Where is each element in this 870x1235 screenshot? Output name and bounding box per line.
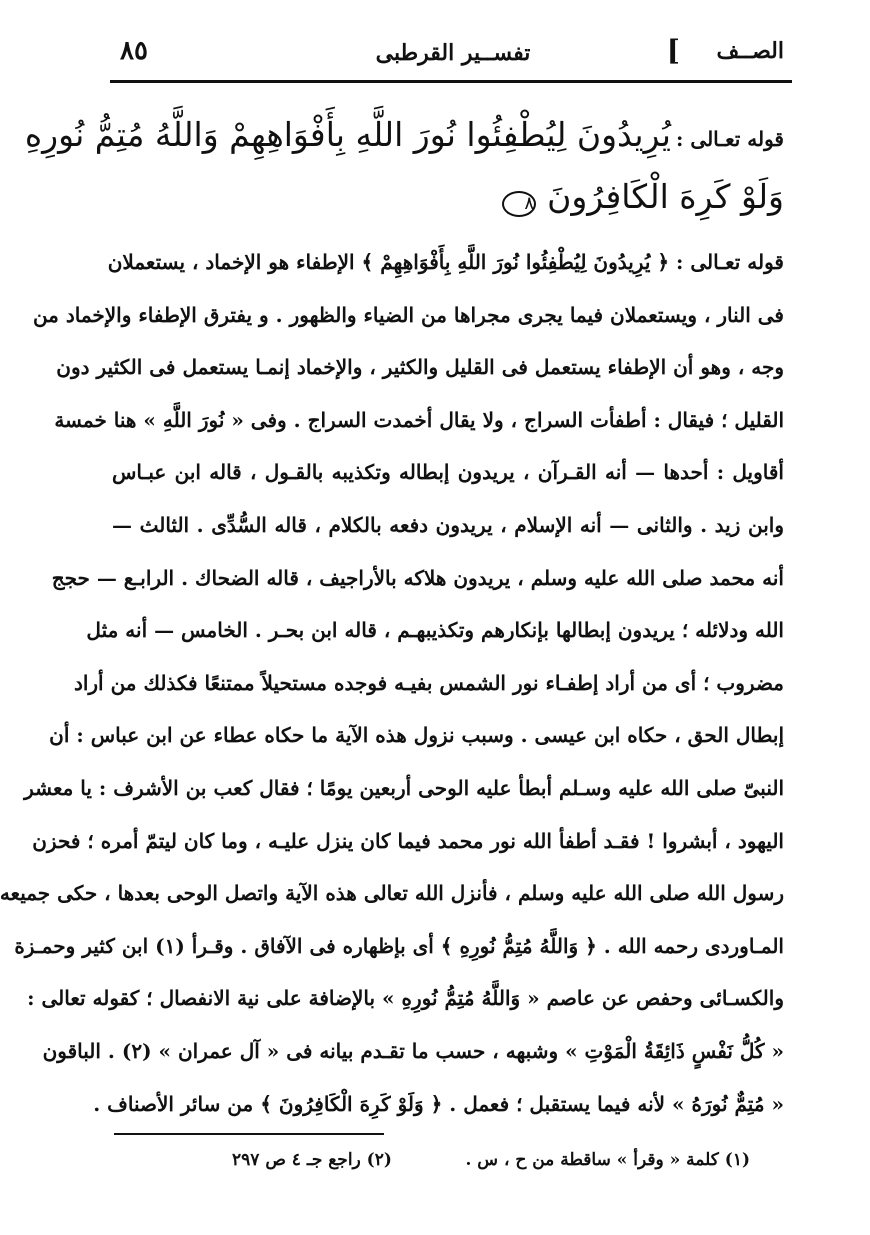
text-line: وابن زيد . والثانى — أنه الإسلام ، يريدون دفعه بالكلام ، قاله السُّدِّى . الثالث — [112, 512, 784, 537]
text-line: فى النار ، ويستعملان فيما يجرى مجراها من الضياء والظهور . و يفترق الإطفاء والإخماد من [32, 302, 784, 327]
text-line: الله ودلائله ؛ يريدون إبطالها بإنكارهم وتكذيبهـم ، قاله ابن بحـر . الخامس — أنه مثل [86, 618, 784, 643]
header-divider [110, 80, 792, 83]
text-line: « مُتِمٌّ نُورَهُ » لأنه فيما يستقبل ؛ فعمل . ﴿ وَلَوْ كَرِهَ الْكَافِرُونَ ﴾ من سائر الأصناف . [93, 1091, 784, 1116]
page-number: ٨٥ [120, 36, 148, 66]
verse-number-marker: ٨ [502, 191, 536, 217]
quran-verse-block [24, 104, 784, 228]
footnote-2: (٢) راجع جـ ٤ ص ٢٩٧ [232, 1150, 392, 1170]
surah-name: الصــف [716, 38, 784, 64]
text-line: اليهود ، أبشروا ! فقـد أطفأ الله نور محمد فيما كان ينزل عليـه ، وما كان ليتمّ أمره ؛ فحزن [32, 828, 784, 853]
footnote-divider [114, 1133, 384, 1135]
text-line: « كُلُّ نَفْسٍ ذَائِقَةُ الْمَوْتِ » وشبهه ، حسب ما تقـدم بيانه فى « آل عمران » (٢) . الباقون [42, 1038, 784, 1063]
text-line: إبطال الحق ، حكاه ابن عيسى . وسبب نزول هذه الآية ما حكاه عطاء عن ابن عباس : أن [49, 723, 784, 748]
text-line: النبىّ صلى الله عليه وسـلم أبطأ عليه الوحى أربعين يومًا ؛ فقال كعب بن الأشرف : يا معشر [24, 775, 784, 800]
verse-line-2 [112, 166, 784, 228]
text-line: وجه ، وهو أن الإطفاء يستعمل فى القليل والكثير ، والإخماد إنمـا يستعمل فى الكثير دون [56, 355, 784, 380]
running-header [114, 34, 792, 76]
text-line: قوله تعـالى : ﴿ يُرِيدُونَ لِيُطْفِئُوا نُورَ اللَّهِ بِأَفْوَاهِهِمْ ﴾ الإطفاء هو الإخماد ، يستعملان [107, 250, 784, 274]
text-line: القليل ؛ فيقال : أطفأت السراج ، ولا يقال أخمدت السراج . وفى « نُورَ اللَّهِ » هنا خمسة [54, 407, 784, 432]
text-line: مضروب ؛ أى من أراد إطفـاء نور الشمس بفيـه فوجده مستحيلاً ممتنعًا فكذلك من أراد [73, 670, 784, 695]
text-line: أنه محمد صلى الله عليه وسلم ، يريدون هلاكه بالأراجيف ، قاله الضحاك . الرابـع — حجج [51, 565, 784, 590]
verse-text-2: وَلَوْ كَرِهَ الْكَافِرُونَ [547, 177, 784, 216]
text-line: أقاويل : أحدها — أنه القـرآن ، يريدون إبطاله وتكذيبه بالقـول ، قاله ابن عبـاس [112, 460, 784, 485]
verse-intro: قوله تعـالى : [676, 127, 784, 151]
text-line: المـاوردى رحمه الله . ﴿ وَاللَّهُ مُتِمُّ نُورِهِ ﴾ أى بإظهاره فى الآفاق . وقـرأ (١) ابن كثير وحمـزة [14, 933, 784, 958]
footnote-1: (١) كلمة « وقرأ » ساقطة من ح ، س . [465, 1150, 750, 1170]
book-title: تفســير القرطبى [375, 40, 531, 66]
text-line: والكسـائى وحفص عن عاصم « وَاللَّهُ مُتِمُّ نُورِهِ » بالإضافة على نية الانفصال ؛ كقوله تعالى : [27, 986, 784, 1011]
header-bracket: ] [666, 34, 680, 67]
verse-text-1: يُرِيدُونَ لِيُطْفِئُوا نُورَ اللَّهِ بِأَفْوَاهِهِمْ وَاللَّهُ مُتِمُّ نُورِهِ [24, 115, 671, 154]
text-line: رسول الله صلى الله عليه وسلم ، فأنزل الله تعالى هذه الآية واتصل الوحى بعدها ، حكى جميعه [0, 881, 784, 906]
verse-line-1 [24, 104, 784, 166]
commentary-text [0, 236, 784, 1130]
